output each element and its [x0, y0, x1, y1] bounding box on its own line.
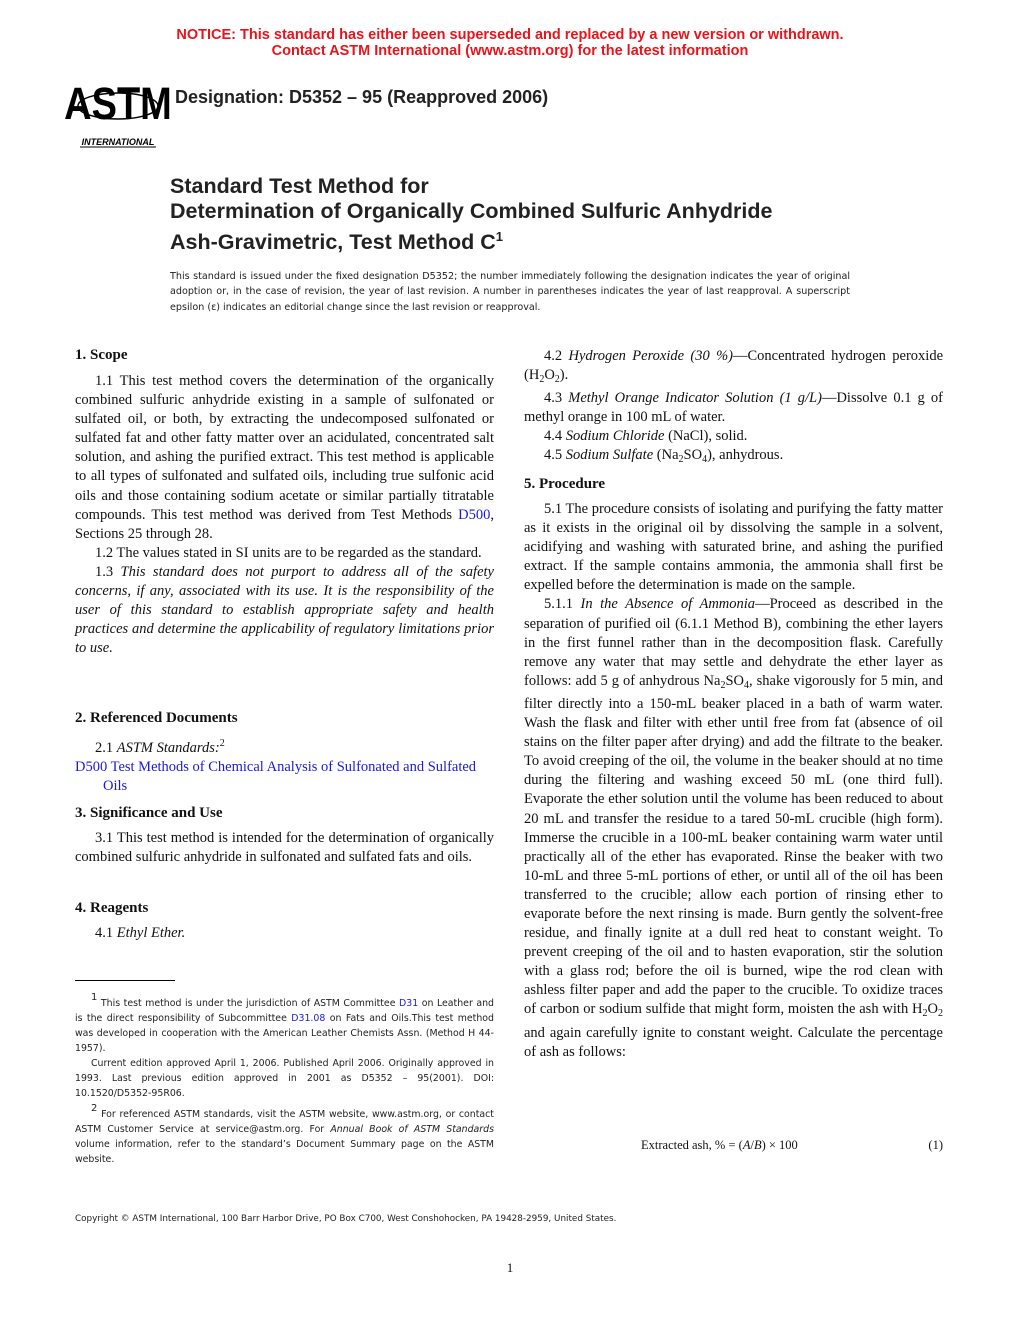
equation-number: (1): [928, 1138, 943, 1152]
text-run: This test method is under the jurisdiction of ASTM Committee: [97, 998, 400, 1009]
reference-link[interactable]: D31: [399, 998, 419, 1009]
text-run: —Dissolve 0.1 g of methyl orange in 100 mL of water.: [524, 390, 944, 426]
subscript: 4: [743, 679, 749, 691]
text-run: 4.5: [544, 447, 566, 464]
italic-text: Hydrogen Peroxide (30 %): [568, 348, 734, 364]
italic-text: B: [753, 1138, 762, 1152]
text-run: Current edition approved April 1, 2006. Published April 2006. Originally approved in 1993. Last previous edition approved in 2001 as D5352 – 95(2001). DOI: 10.1520/D5352-95R06.: [75, 1058, 494, 1099]
equation-text: [641, 1138, 798, 1153]
text-run: Extracted ash, % = (: [641, 1138, 743, 1152]
reference-d500[interactable]: [75, 758, 494, 796]
text-run: SO: [683, 447, 703, 464]
subscript: 2: [938, 1008, 943, 1020]
para-4-5: [524, 446, 943, 469]
title-line-3: Ash-Gravimetric, Test Method C: [170, 230, 496, 255]
italic-text: ASTM Standards:: [116, 740, 220, 756]
text-run: 5.1 The procedure consists of isolating and purifying the fatty matter as it exists in the original oil by dissolving the sample in a solvent, acidifying and washing with saturated brine, and ashing the purified extract. If the sample contains ammonia, the ammonia shall first be expelled before the determination is made on the sample.: [524, 501, 943, 594]
footnote-edition: [75, 1056, 494, 1101]
text-run: , Sections 25 through 28.: [75, 506, 494, 542]
text-run: 4.2: [544, 348, 569, 364]
footnotes: [75, 990, 494, 1167]
text-run: O: [544, 367, 555, 384]
superscript-ref: 2: [219, 738, 225, 749]
italic-text: This standard does not purport to address all of the safety concerns, if any, associated with its use. It is the responsibility of the user of this standard to establish appropriate safety and health practices and determine the applicability of regulatory limitations prior to use.: [75, 563, 494, 657]
astm-logo: [64, 76, 172, 148]
heading-procedure: 5. Procedure: [524, 476, 606, 492]
para-2-1: [75, 734, 494, 758]
text-run: 5.1.1: [544, 596, 581, 613]
text-run: on Leather and is the direct responsibility of Subcommittee: [75, 998, 494, 1024]
italic-text: Sodium Chloride: [565, 428, 665, 445]
heading-significance: 3. Significance and Use: [75, 805, 223, 821]
reference-link[interactable]: Test Methods of Chemical Analysis of Sulfonated and Sulfated Oils: [103, 759, 477, 795]
para-1-3: [75, 563, 494, 658]
text-run: SO: [725, 672, 744, 689]
reference-link[interactable]: D500: [75, 759, 108, 776]
text-run: ), anhydrous.: [707, 447, 784, 464]
text-run: 4.4: [544, 428, 566, 445]
subscript: 2: [554, 374, 560, 386]
text-run: and again carefully ignite to constant weight. Calculate the percentage of ash as follows:: [524, 1024, 943, 1060]
text-run: 1.3: [95, 563, 121, 580]
svg-text:ASTM: ASTM: [64, 77, 172, 129]
title-footnote-ref: 1: [495, 229, 503, 244]
para-4-3: [524, 389, 943, 427]
footnote-1: [75, 990, 494, 1056]
withdrawal-notice: [0, 27, 1020, 59]
subscript: 2: [922, 1008, 928, 1020]
text-run: ).: [559, 367, 569, 384]
text-run: O: [927, 1001, 938, 1018]
para-3-1: [75, 829, 494, 867]
italic-text: Methyl Orange Indicator Solution (1 g/L): [568, 390, 822, 407]
superscript-ref: 1: [91, 992, 98, 1003]
text-run: 4.3: [544, 390, 569, 407]
para-4-1: [75, 924, 494, 943]
page-number: 1: [506, 1260, 514, 1275]
superscript-ref: 2: [91, 1103, 98, 1114]
title-line-1: Standard Test Method for: [170, 174, 429, 198]
subscript: 2: [720, 679, 726, 691]
para-1-2: [75, 544, 494, 563]
issuance-statement: This standard is issued under the fixed designation D5352; the number immediately following the designation indicates the year of original adoption or, in the case of revision, the year of last revision. A number in parentheses indicates the year of last reapproval. A superscript epsilon (ε) indicates an editorial change since the last revision or reapproval.: [170, 271, 850, 313]
para-5-1: [524, 500, 943, 595]
copyright: Copyright © ASTM International, 100 Barr Harbor Drive, PO Box C700, West Conshohocken, PA 19428-2959, United States.: [75, 1214, 617, 1224]
para-5-1-1: [524, 595, 943, 1061]
text-run: 1.2 The values stated in SI units are to be regarded as the standard.: [95, 544, 482, 561]
subscript: 2: [539, 374, 545, 386]
text-run: on Fats and Oils.This test method was developed in cooperation with the American Leather Chemists Assn. (Method H 44-1957).: [75, 1013, 494, 1054]
document-title: [170, 174, 772, 255]
text-run: —Concentrated hydrogen peroxide (H: [524, 348, 944, 384]
text-run: —Proceed as described in the separation of purified oil (6.1.1 Method B), combining the ether layers in the first funnel rather than in the decomposition flask. Carefully remove any water that may settle and dehydrate the ether layer as follows: add 5 g of anhydrous Na: [524, 596, 943, 689]
italic-text: A: [742, 1138, 751, 1152]
notice-line-2: Contact ASTM International (www.astm.org) for the latest information: [271, 43, 749, 59]
subscript: 4: [702, 454, 708, 466]
para-4-2: [524, 347, 943, 389]
text-run: (NaCl), solid.: [664, 428, 748, 445]
text-run: ) × 100: [761, 1138, 798, 1152]
notice-line-1: NOTICE: This standard has either been superseded and replaced by a new version or withdrawn.: [176, 27, 844, 43]
text-run: For referenced ASTM standards, visit the ASTM website, www.astm.org, or contact ASTM Customer Service at service@astm.org. For: [75, 1109, 494, 1135]
subscript: 2: [678, 454, 684, 466]
heading-scope: 1. Scope: [75, 347, 128, 363]
footnote-2: [75, 1101, 494, 1167]
italic-text: In the Absence of Ammonia: [580, 596, 756, 613]
title-line-2: Determination of Organically Combined Sulfuric Anhydride: [170, 199, 773, 223]
footnote-divider: [75, 980, 175, 981]
text-run: 4.1: [95, 925, 117, 941]
reference-link[interactable]: D500: [458, 506, 491, 523]
reference-link[interactable]: D31.08: [291, 1013, 326, 1024]
text-run: 1.1 This test method covers the determination of the organically combined sulfuric anhydride existing in a sample of sulfonated or sulfated oil, or both, by extracting the undecomposed sulfonated or sulfated fat and other fatty matter over an acidulated, concentrated salt solution, and ashing the purified extract. This test method is applicable to all types of sulfonated and sulfated oils, including true sulfonic acid oils and those containing sodium acetate or similar partially titratable compounds. This test method was derived from Test Methods: [75, 373, 494, 523]
text-run: volume information, refer to the standard’s Document Summary page on the ASTM website.: [75, 1139, 494, 1165]
italic-text: Sodium Sulfate: [565, 447, 654, 464]
designation: Designation: D5352 – 95 (Reapproved 2006): [175, 87, 549, 107]
italic-text: Annual Book of ASTM Standards: [330, 1124, 494, 1135]
heading-reagents: 4. Reagents: [75, 900, 149, 916]
text-run: /: [750, 1138, 754, 1152]
para-1-1: [75, 372, 494, 544]
text-run: (Na: [653, 447, 679, 464]
text-run: 3.1 This test method is intended for the determination of organically combined sulfuric anhydride in sulfonated and sulfated fats and oils.: [75, 830, 494, 866]
heading-referenced-documents: 2. Referenced Documents: [75, 710, 238, 726]
para-4-4: [524, 427, 943, 446]
text-run: 2.1: [95, 740, 117, 756]
svg-text:INTERNATIONAL: INTERNATIONAL: [81, 137, 155, 147]
italic-text: Ethyl Ether.: [116, 925, 186, 941]
text-run: , shake vigorously for 5 min, and filter directly into a 150-mL beaker placed in a bath of warm water. Wash the flask and filter with ether until free from fat (absence of oil stains on the filter paper after drying) and add the filtrate to the beaker. To avoid creeping of the oil, the volume in the beaker should at no time during the filtering and washing exceed 50 mL (one third full). Evaporate the ether solution until the volume has been reduced to about 20 mL and transfer the residue to a tared 50-mL crucible (high form). Immerse the crucible in a 100-mL beaker containing warm water until practically all of the ether has evaporated. Rinse the beaker with two 10-mL and three 5-mL portions of ether, or until all of the oil has been transferred to the crucible; allow each portion of rinsing ether to evaporate before the next rinsing is made. Burn gently the solvent-free residue, and finally ignite at a dull red heat to constant weight. To prevent creeping of the oil and to hasten evaporation, stir the solution with a glass rod; before the oil is burned, wipe the rod clean with ashless filter paper and add the paper to the crucible. To oxidize traces of carbon or sodium sulfide that might form, moisten the ash with H: [524, 672, 943, 1018]
